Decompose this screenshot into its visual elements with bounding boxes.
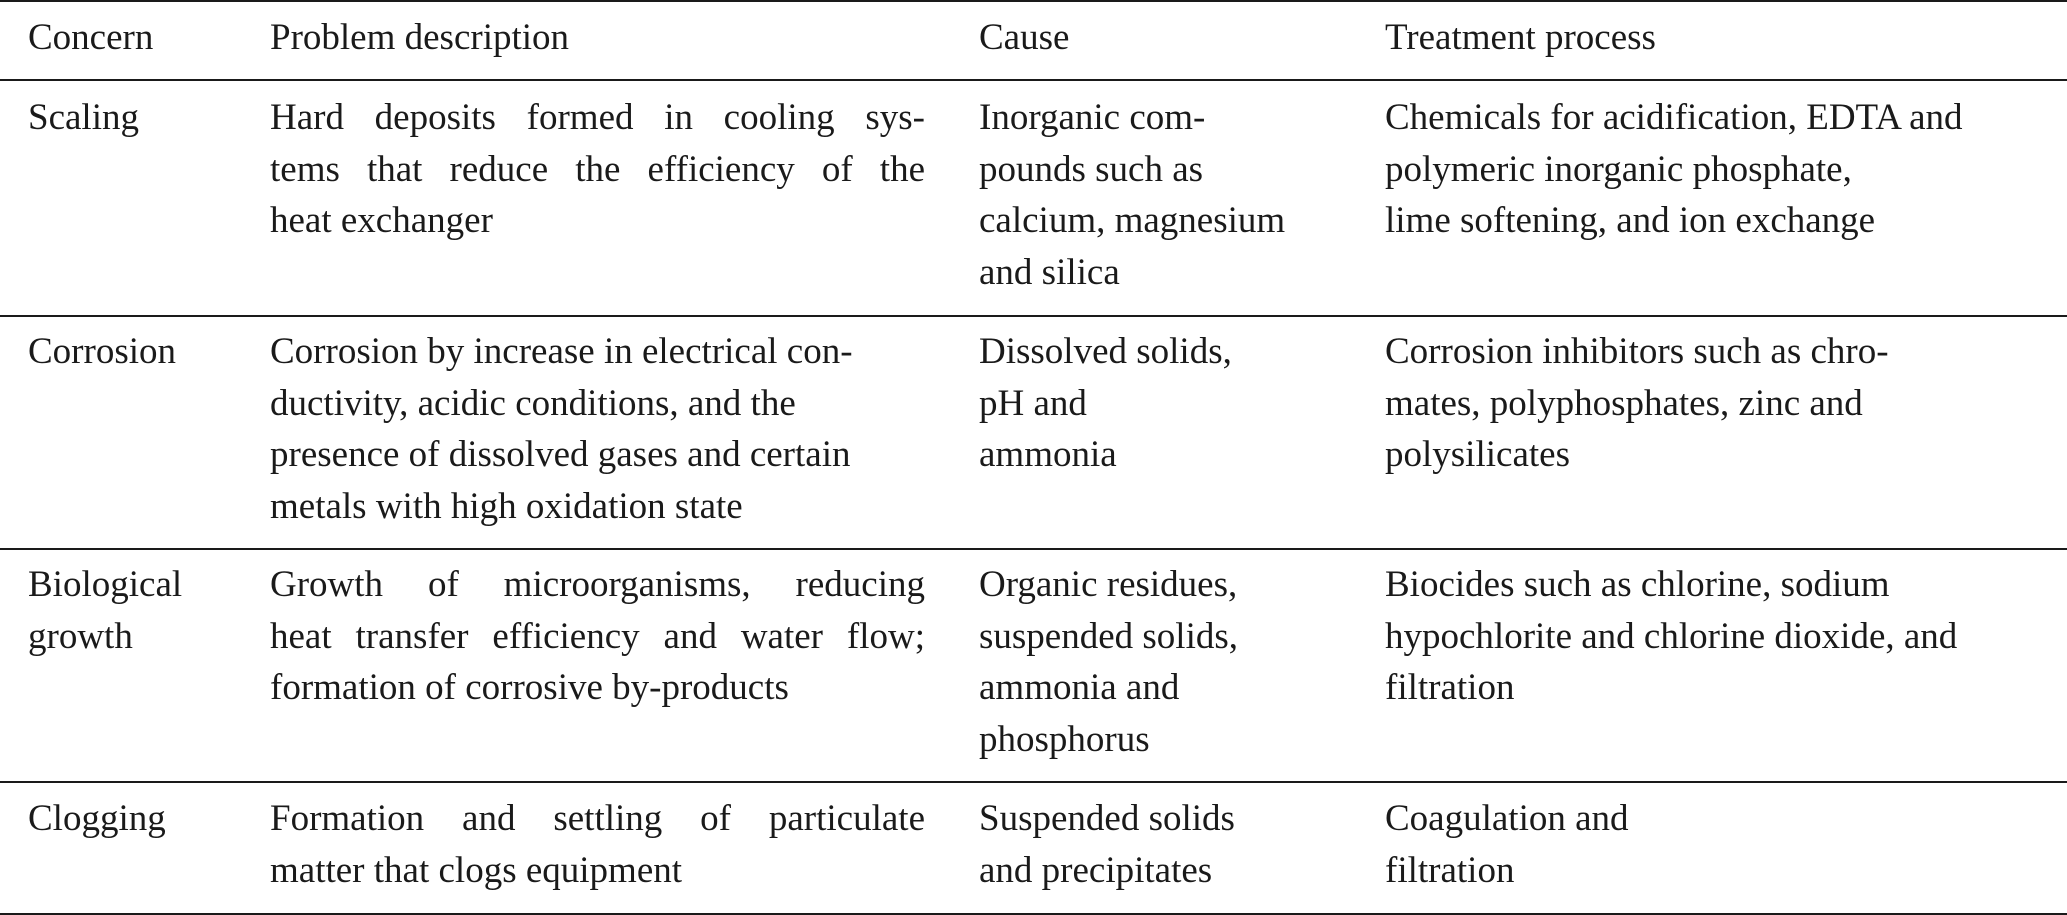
concern-cell (28, 559, 228, 662)
cell-line: metals with high oxidation state (270, 485, 743, 527)
cell-line: lime softening, and ion exchange (1385, 200, 1876, 241)
top-rule (0, 0, 2067, 2)
cell-line: Dissolved solids, (979, 331, 1232, 372)
concern-cell (28, 793, 228, 845)
cell-line: mates, polyphosphates, zinc and (1385, 382, 1863, 424)
cell-line: calcium, magnesium (979, 200, 1286, 241)
cell-line: Hard deposits formed in cooling sys- (270, 97, 925, 138)
column-header-concern: Concern (28, 17, 154, 58)
cause-cell (979, 326, 1359, 481)
concern-cell (28, 326, 228, 378)
cell-line: polymeric inorganic phosphate, (1385, 148, 1852, 190)
cell-line: growth (28, 615, 133, 657)
cell-line: matter that clogs equipment (270, 849, 683, 891)
cell-line: Scaling (28, 97, 139, 138)
cell-line: heat exchanger (270, 200, 493, 241)
problem-description-cell (270, 326, 925, 532)
cell-line: ammonia (979, 434, 1117, 475)
cell-line: filtration (1385, 849, 1515, 891)
cell-line: pH and (979, 382, 1087, 424)
cause-cell (979, 92, 1359, 298)
cell-line: Chemicals for acidification, EDTA and (1385, 97, 1963, 138)
treatment-process-cell (1385, 326, 2055, 481)
cell-line: Growth of microorganisms, reducing (270, 564, 925, 605)
cell-line: Coagulation and (1385, 798, 1629, 839)
treatment-process-cell (1385, 793, 2055, 896)
cell-line: tems that reduce the efficiency of the (270, 148, 925, 190)
treatment-process-cell (1385, 92, 2055, 247)
cell-line: heat transfer efficiency and water flow; (270, 615, 925, 657)
column-header-problem-description: Problem description (270, 17, 570, 58)
cell-line: and silica (979, 251, 1120, 293)
cell-line: Clogging (28, 798, 166, 839)
column-header-cause: Cause (979, 17, 1070, 58)
row-rule (0, 315, 2067, 317)
cell-line: Corrosion inhibitors such as chro- (1385, 331, 1889, 372)
cell-line: Biocides such as chlorine, sodium (1385, 564, 1890, 605)
cell-line: formation of corrosive by-products (270, 667, 789, 708)
cell-line: Corrosion (28, 331, 176, 372)
column-header-treatment-process: Treatment process (1385, 17, 1656, 58)
cell-line: Organic residues, (979, 564, 1238, 605)
cell-line: Inorganic com- (979, 97, 1206, 138)
concern-cell (28, 92, 228, 144)
cell-line: and precipitates (979, 849, 1213, 891)
cell-line: phosphorus (979, 718, 1150, 760)
cell-line: hypochlorite and chlorine dioxide, and (1385, 615, 1958, 657)
cause-cell (979, 559, 1359, 765)
cell-line: Corrosion by increase in electrical con- (270, 331, 853, 372)
row-rule (0, 781, 2067, 783)
cell-line: Suspended solids (979, 798, 1235, 839)
treatment-process-cell (1385, 559, 2055, 714)
cell-line: suspended solids, (979, 615, 1238, 657)
cell-line: Biological (28, 564, 183, 605)
cell-line: polysilicates (1385, 434, 1570, 475)
problem-description-cell (270, 793, 925, 896)
cell-line: ammonia and (979, 667, 1180, 708)
cell-line: ductivity, acidic conditions, and the (270, 382, 796, 424)
problem-description-cell (270, 559, 925, 714)
cell-line: presence of dissolved gases and certain (270, 434, 851, 475)
row-rule (0, 548, 2067, 550)
problem-description-cell (270, 92, 925, 247)
cell-line: Formation and settling of particulate (270, 798, 925, 839)
cell-line: filtration (1385, 667, 1515, 708)
header-rule (0, 79, 2067, 81)
cause-cell (979, 793, 1359, 896)
cell-line: pounds such as (979, 148, 1204, 190)
